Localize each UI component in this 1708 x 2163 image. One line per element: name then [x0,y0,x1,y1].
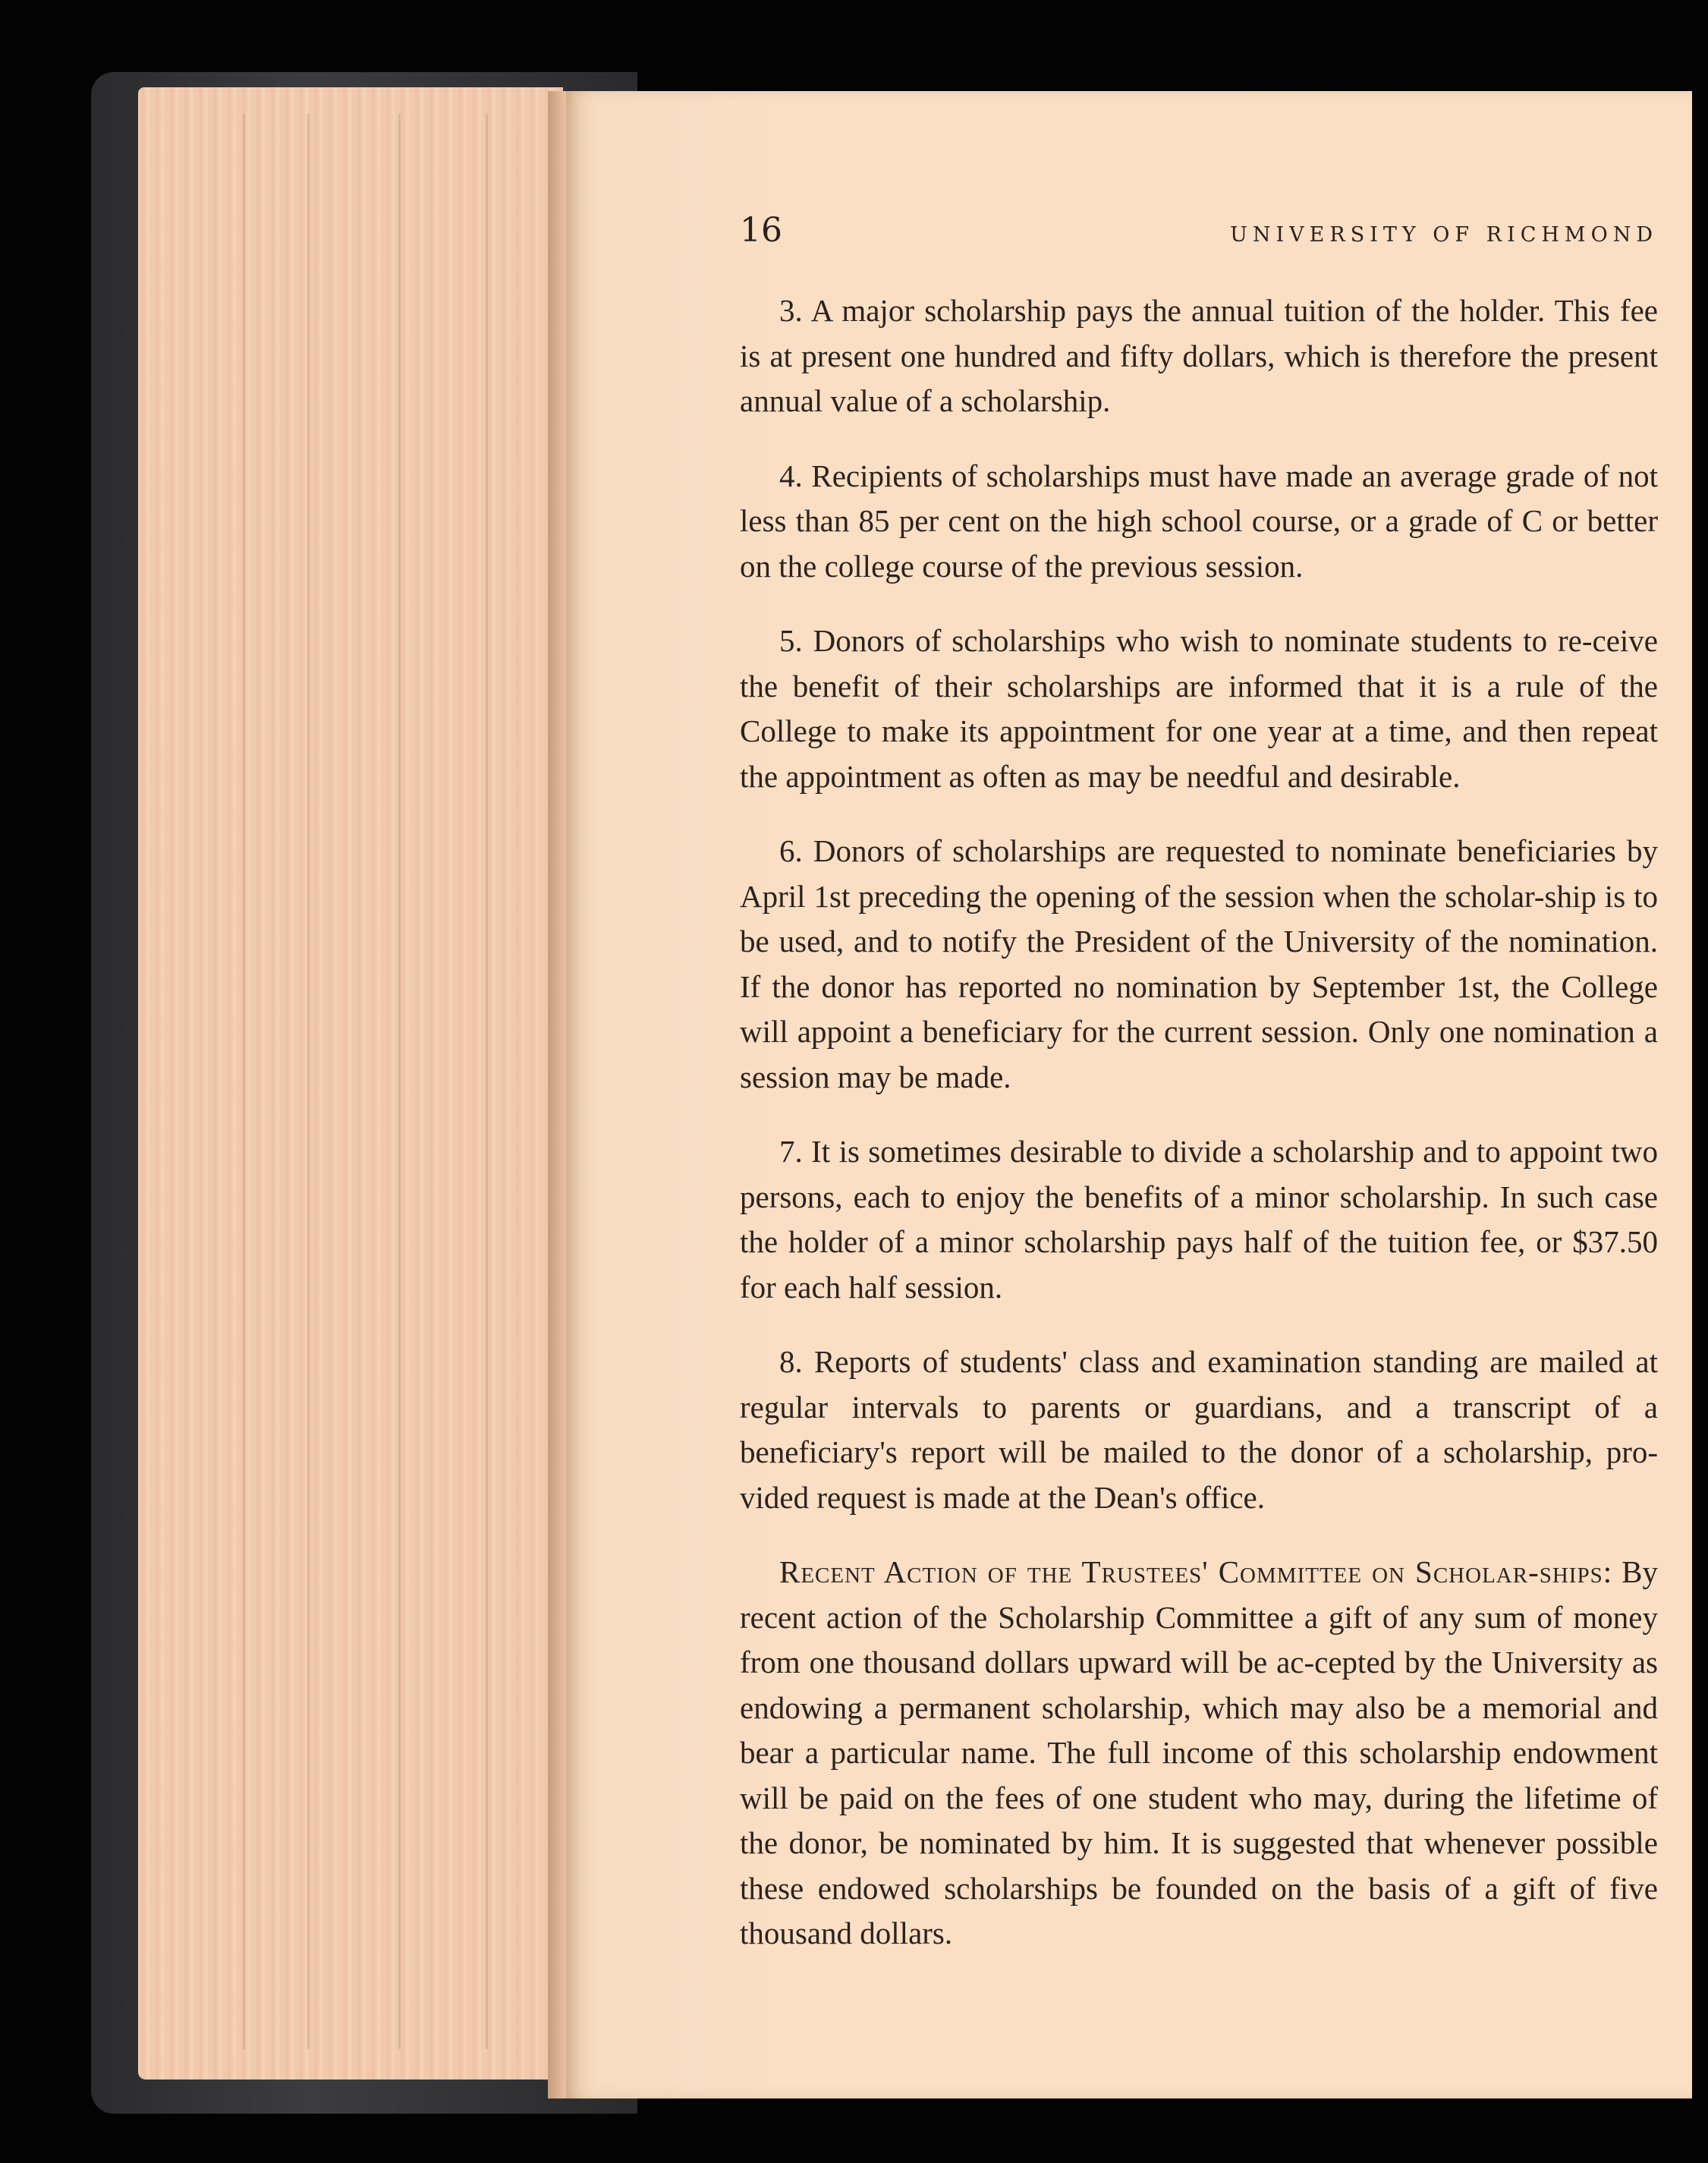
page-edges [138,87,563,2080]
paragraph-5: 5. Donors of scholarships who wish to nominate students to re-ceive the benefit of their scholarships are informed that it is a rule of the College to make its appointment for one year at a time, and then repeat the appointment as often as may be needful and desirable. [740,623,1658,794]
running-head: UNIVERSITY OF RICHMOND [1230,223,1658,247]
section-heading: Recent Action of the Trustees' Committee on Scholar-ships: [779,1554,1613,1589]
page-body [740,288,1658,1986]
paragraph-4: 4. Recipients of scholarships must have made an average grade of not less than 85 per cent on the high school course, or a grade of C or better on the college course of the previous session. [740,458,1658,584]
paragraph-8: 8. Reports of students' class and examination standing are mailed at regular intervals to parents or guardians, and a transcript of a beneficiary's report will be mailed to the donor of a scholarship, pro-vided request is made at the Dean's office. [740,1344,1658,1515]
page-number: 16 [740,211,782,250]
paragraph-6: 6. Donors of scholarships are requested to nominate beneficiaries by April 1st preceding the opening of the session when the scholar-ship is to be used, and to notify the President of the University of the nomination. If the donor has reported no nomination by September 1st, the College will appoint a beneficiary for the current session. Only one nomination a session may be made. [740,833,1658,1094]
edge-line [486,114,488,2049]
edge-line [243,114,245,2049]
page-header [740,211,1658,257]
section-text: By recent action of the Scholarship Committee a gift of any sum of money from one thousand dollars upward will be ac-cepted by the University as endowing a permanent scholarship, which may also be a memorial and bear a particular name. The full income of this scholarship endowment will be paid on the fees of one student who may, during the lifetime of the donor, be nominated by him. It is suggested that whenever possible these endowed scholarships be founded on the basis of a gift of five thousand dollars. [740,1554,1659,1950]
paragraph-7: 7. It is sometimes desirable to divide a scholarship and to appoint two persons, each to enjoy the benefits of a minor scholarship. In such case the holder of a minor scholarship pays half of the tuition fee, or $37.50 for each half session. [740,1134,1658,1305]
edge-line [307,114,310,2049]
trustees-section [740,1550,1658,1957]
paragraph-3: 3. A major scholarship pays the annual tuition of the holder. This fee is at present one hundred and fifty dollars, which is therefore the present annual value of a scholarship. [740,293,1658,418]
edge-line [398,114,401,2049]
page-gutter [548,91,566,2098]
